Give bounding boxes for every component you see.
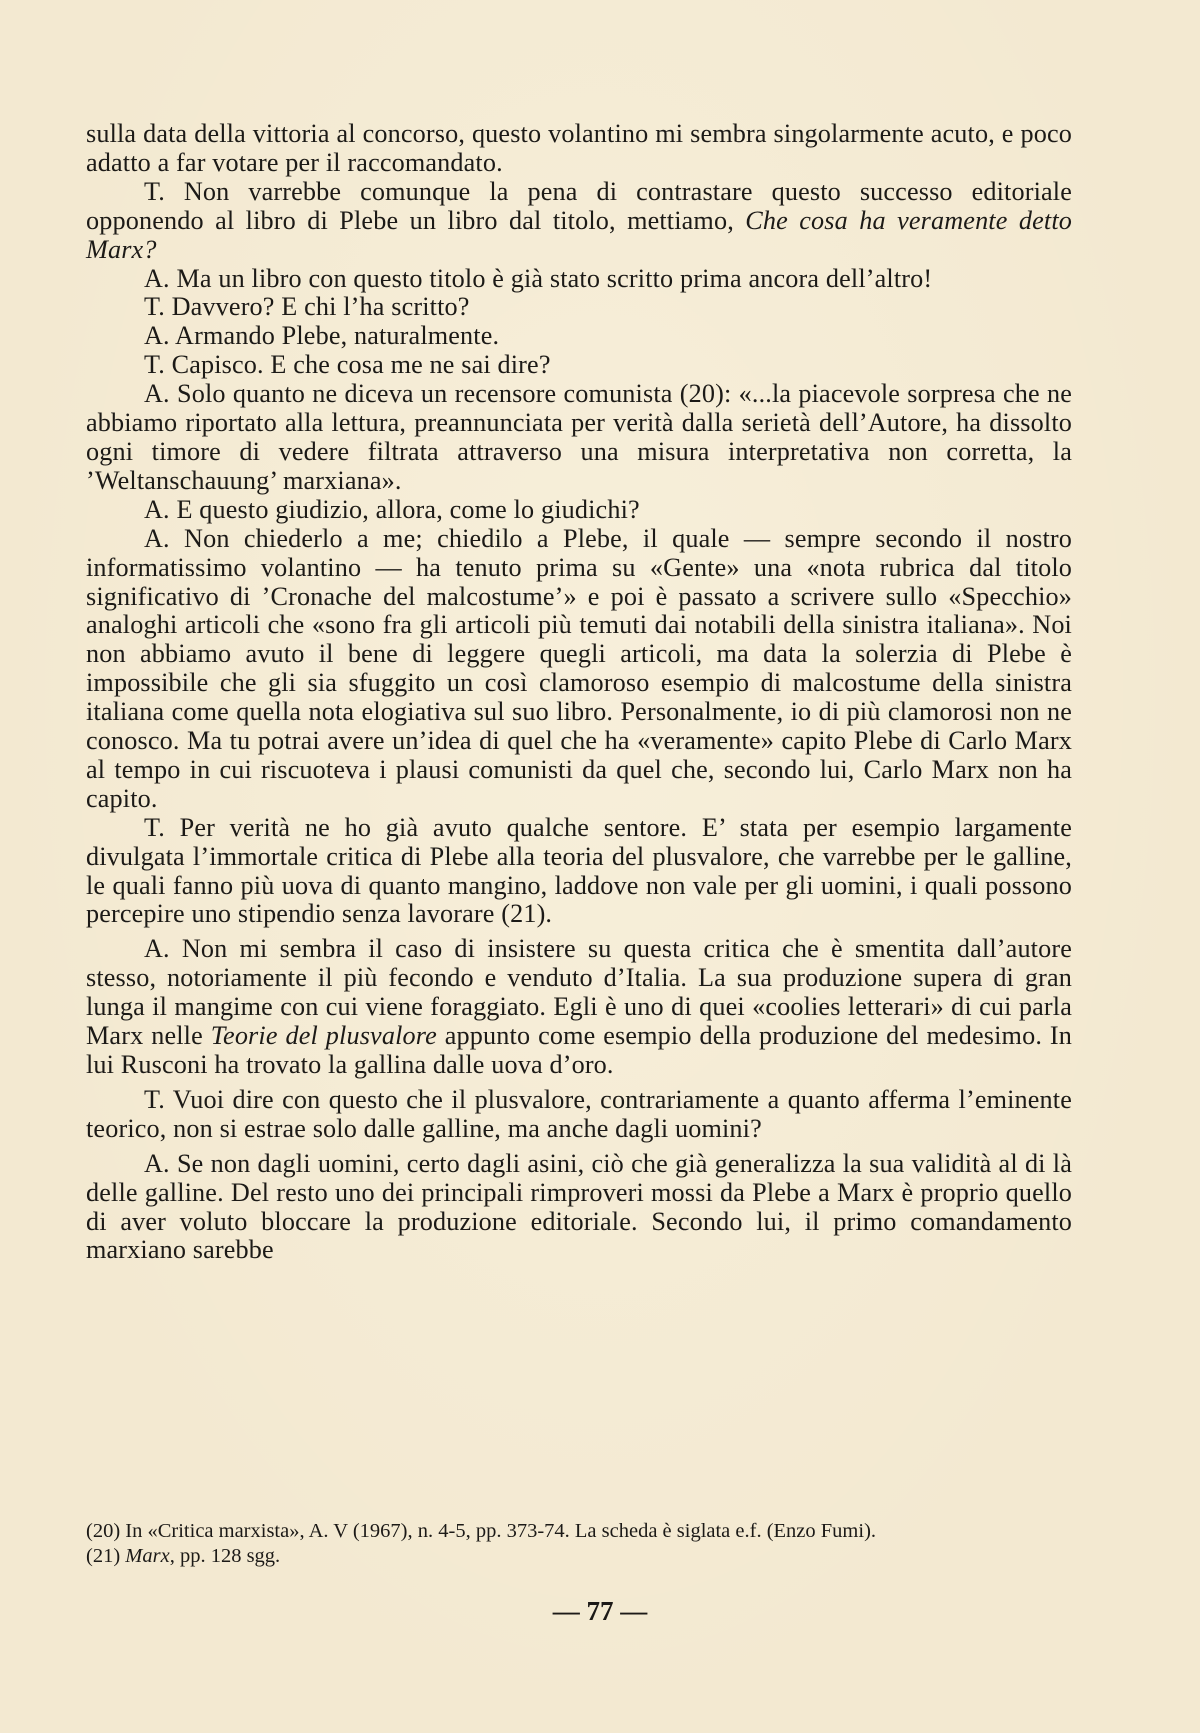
paragraph-text-run: A. Solo quanto ne diceva un recensore comunista (20): «...la piacevole sorpresa che ne abbiamo riportato alla lettura, preannunciata per verità dalla serietà dell’Autore, ha dissolto ogni timore di vedere filtrata attraverso una misura interpretativa non corretta, la ’Weltanschauung’ marxiana». — [86, 379, 1072, 495]
paragraph — [86, 935, 1072, 1080]
paragraph-text-run: T. Capisco. E che cosa me ne sai dire? — [144, 350, 551, 380]
footnote — [86, 1544, 1072, 1569]
paragraph — [86, 1150, 1072, 1266]
paragraph-text-run: appunto come esempio della produzione del medesimo. In lui Rusconi ha trovato la gallina dalle uova d’oro. — [86, 1021, 1073, 1079]
paragraph — [86, 351, 1072, 380]
footnotes — [86, 1519, 1072, 1568]
paragraph-italic-run: Teorie del plusvalore — [210, 1021, 437, 1051]
footnote-italic-run: Marx — [125, 1544, 170, 1567]
paragraph — [86, 380, 1072, 496]
paragraph — [86, 178, 1072, 265]
paragraph — [86, 322, 1072, 351]
paragraph-text-run: A. Armando Plebe, naturalmente. — [144, 321, 500, 351]
paragraph-text-run: A. Ma un libro con questo titolo è già stato scritto prima ancora dell’altro! — [144, 263, 933, 293]
footnote-text-run: (21) — [86, 1544, 126, 1567]
paragraph — [86, 1086, 1072, 1144]
paragraph — [86, 814, 1072, 930]
footnote-text-run: , pp. 128 sgg. — [169, 1544, 281, 1567]
footnote — [86, 1519, 1072, 1544]
paragraph-text-run: T. Non varrebbe comunque la pena di contrastare questo successo editoriale opponendo al libro di Plebe un libro dal titolo, mettiamo, — [86, 176, 1072, 235]
paragraph-text-run: A. Se non dagli uomini, certo dagli asini, ciò che già generalizza la sua validità al di là delle galline. Del resto uno dei principali rimproveri mossi da Plebe a Marx è proprio quello di aver voluto bloccare la produzione editoriale. Secondo lui, il primo comandamento marxiano sarebbe — [86, 1148, 1072, 1265]
paragraph — [86, 525, 1072, 814]
paragraph-text-run: A. Non chiederlo a me; chiedilo a Plebe, il quale — sempre secondo il nostro informatissimo volantino — ha tenuto prima su «Gente» una «nota rubrica dal titolo significativo di ’Cronache del malcostume’» e poi è passato a scrivere sullo «Specchio» analoghi articoli che «sono fra gli articoli più temuti dai notabili della sinistra italiana». Noi non abbiamo avuto il bene di leggere quegli articoli, ma data la solerzia di Plebe è impossibile che gli sia sfuggito un così clamoroso esempio di malcostume della sinistra italiana come quella nota elogiativa sul suo libro. Personalmente, io di più clamorosi non ne conosco. Ma tu potrai avere un’idea di quel che ha «veramente» capito Plebe di Carlo Marx al tempo in cui riscuoteva i plausi comunisti da quel che, secondo lui, Carlo Marx non ha capito. — [86, 523, 1072, 813]
paragraph-italic-run: Che cosa ha veramente detto Marx? — [86, 205, 1072, 264]
paragraph — [86, 293, 1072, 322]
paragraph — [86, 120, 1072, 178]
main-text — [86, 120, 1072, 1265]
paragraph-text-run: sulla data della vittoria al concorso, questo volantino mi sembra singolarmente acuto, e poco adatto a far votare per il raccomandato. — [86, 119, 1072, 177]
paragraph-text-run: A. Non mi sembra il caso di insistere su questa critica che è smentita dall’autore stesso, notoriamente il più fecondo e venduto d’Italia. La sua produzione supera di gran lunga il mangime con cui viene foraggiato. Egli è uno di quei «coolies letterari» di cui parla Marx nelle — [86, 934, 1072, 1051]
paragraph-text-run: T. Davvero? E chi l’ha scritto? — [144, 292, 470, 322]
paragraph-text-run: T. Vuoi dire con questo che il plusvalore, contrariamente a quanto afferma l’eminente teorico, non si estrae solo dalle galline, ma anche dagli uomini? — [86, 1084, 1072, 1143]
footnote-text-run: (20) In «Critica marxista», A. V (1967), n. 4-5, pp. 373-74. La scheda è siglata e.f. (Enzo Fumi). — [86, 1520, 877, 1542]
paragraph — [86, 496, 1072, 525]
paragraph — [86, 265, 1072, 294]
paragraph-text-run: A. E questo giudizio, allora, come lo giudichi? — [144, 494, 640, 524]
paragraph-text-run: T. Per verità ne ho già avuto qualche sentore. E’ stata per esempio largamente divulgata l’immortale critica di Plebe alla teoria del plusvalore, che varrebbe per le galline, le quali fanno più uova di quanto mangino, laddove non vale per gli uomini, i quali possono percepire uno stipendio senza lavorare (21). — [86, 812, 1072, 929]
page-number: — 77 — — [552, 1596, 648, 1626]
